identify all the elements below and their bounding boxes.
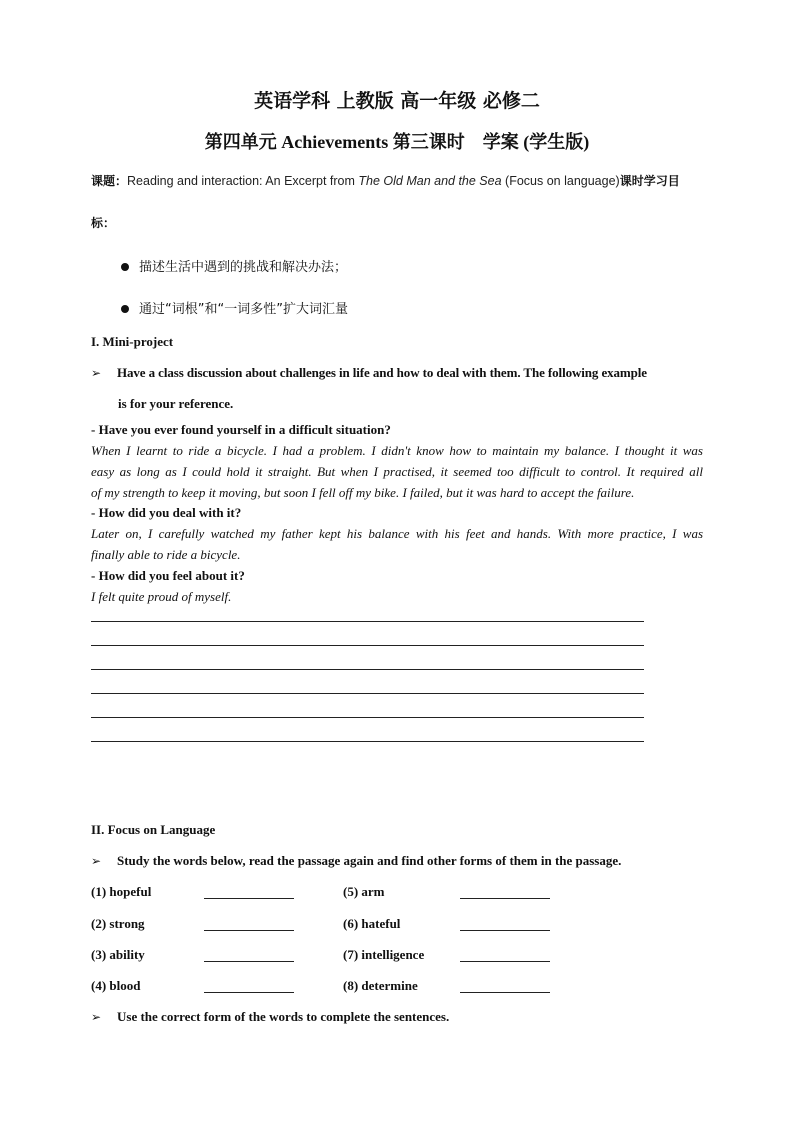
instruction — [91, 853, 711, 869]
answer-line: easy as long as I could hold it straight. But when I practised, it seemed too difficult to control. It required all — [91, 464, 703, 479]
question: - How did you feel about it? — [91, 568, 245, 583]
answer — [91, 586, 703, 607]
objective-text: 描述生活中遇到的挑战和解决办法； — [139, 260, 348, 275]
answer-blank[interactable] — [204, 961, 294, 962]
instruction — [91, 365, 711, 381]
instruction-text: Use the correct form of the words to complete the sentences. — [117, 1009, 450, 1024]
writing-line[interactable] — [91, 693, 644, 694]
lesson-title: 第四单元 Achievements 第三课时 学案 (学生版) — [204, 132, 590, 152]
answer-blank[interactable] — [204, 930, 294, 931]
answer-line: finally able to ride a bicycle. — [91, 547, 241, 562]
objective-item — [121, 298, 348, 317]
bullet-dot-icon — [121, 305, 129, 313]
arrow-icon: ➢ — [91, 854, 102, 868]
writing-line[interactable] — [91, 621, 644, 622]
answer-blank[interactable] — [460, 961, 550, 962]
word-item: (6) hateful — [343, 916, 401, 931]
instruction-text: Have a class discussion about challenges in life and how to deal with them. The following example — [117, 365, 647, 380]
subject-text-before: Reading and interaction: An Excerpt from — [127, 174, 359, 188]
instruction-continued: is for your reference. — [118, 396, 234, 411]
answer-blank[interactable] — [204, 898, 294, 899]
writing-line[interactable] — [91, 669, 644, 670]
objective-text: 通过“词根”和“一词多性”扩大词汇量 — [139, 302, 348, 317]
arrow-icon: ➢ — [91, 366, 102, 380]
answer — [91, 440, 703, 503]
word-item: (3) ability — [91, 947, 145, 962]
answer — [91, 523, 703, 565]
writing-line[interactable] — [91, 717, 644, 718]
page-title: 英语学科 上教版 高一年级 必修二 — [254, 90, 540, 112]
answer-line: of my strength to keep it moving, but soon I fell off my bike. I failed, but it was hard to accept the failure. — [91, 485, 635, 500]
answer-blank[interactable] — [204, 992, 294, 993]
arrow-icon: ➢ — [91, 1010, 102, 1024]
word-item: (7) intelligence — [343, 947, 425, 962]
answer-blank[interactable] — [460, 930, 550, 931]
word-item: (4) blood — [91, 978, 141, 993]
writing-line[interactable] — [91, 741, 644, 742]
answer-line: Later on, I carefully watched my father kept his balance with his feet and hands. With more practice, I was — [91, 526, 703, 541]
instruction-text: Study the words below, read the passage again and find other forms of them in the passage. — [117, 853, 622, 868]
writing-line[interactable] — [91, 645, 644, 646]
instruction — [91, 1009, 711, 1025]
section-heading: II. Focus on Language — [91, 822, 216, 837]
objectives-label: 课时学习目 — [619, 174, 680, 188]
subject-label: 课题： — [91, 174, 128, 188]
subject-book-title: The Old Man and the Sea — [358, 174, 502, 188]
word-item: (8) determine — [343, 978, 418, 993]
answer-blank[interactable] — [460, 992, 550, 993]
answer-line: When I learnt to ride a bicycle. I had a problem. I didn't know how to maintain my balance. I thought it was — [91, 443, 703, 458]
answer-blank[interactable] — [460, 898, 550, 899]
word-item: (1) hopeful — [91, 884, 152, 899]
section-heading: I. Mini-project — [91, 334, 174, 349]
objective-item — [121, 256, 347, 275]
question: - How did you deal with it? — [91, 505, 242, 520]
subject-text-after: (Focus on language) — [501, 174, 620, 188]
question: - Have you ever found yourself in a difficult situation? — [91, 422, 391, 437]
subject-line — [91, 172, 711, 189]
answer-line: I felt quite proud of myself. — [91, 589, 232, 604]
word-item: (2) strong — [91, 916, 145, 931]
bullet-dot-icon — [121, 263, 129, 271]
word-item: (5) arm — [343, 884, 385, 899]
objectives-label-tail: 标： — [91, 216, 116, 230]
